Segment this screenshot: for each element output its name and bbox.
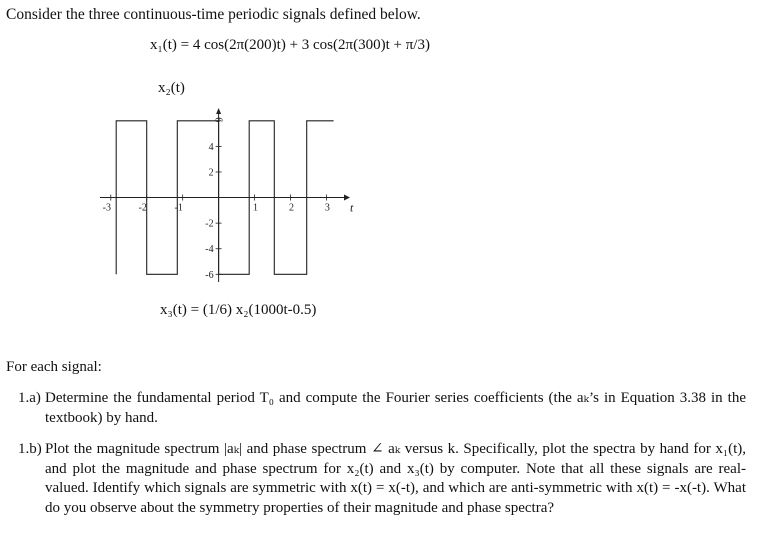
x-tick-label: 1	[253, 202, 259, 214]
plot-axes	[100, 108, 354, 282]
for-each-heading: For each signal:	[6, 359, 102, 375]
x-tick-label: -3	[102, 202, 111, 214]
question-1a	[18, 389, 746, 429]
x-tick-label: -1	[174, 202, 183, 214]
y-tick-label: 6	[212, 117, 224, 123]
y-tick-label: -4	[205, 244, 214, 256]
question-1b-label: 1.b)	[18, 441, 42, 457]
x-tick-label: 3	[324, 202, 330, 214]
intro-text: Consider the three continuous-time periodic signals defined below.	[6, 6, 421, 23]
question-1a-text: Determine the fundamental period T₀ and compute the Fourier series coefficients (the aₖ’s in Equation 3.38 in the textbook) by hand.	[45, 390, 746, 426]
plot-ticks	[103, 117, 330, 281]
question-1b-text: Plot the magnitude spectrum |aₖ| and phase spectrum ∠ aₖ versus k. Specifically, plot the spectra by hand for x₁(t), and plot the magnitude and phase spectrum for x₂(t) and x₃(t) by computer. Note that all these signals are real-valued. Identify which signals are symmetric with x(t) = x(-t), and which are anti-symmetric with x(t) = -x(-t). What do you observe about the symmetry properties of their magnitude and phase spectra?	[45, 441, 746, 516]
x2-label: x₂(t)	[158, 80, 185, 96]
y-axis-arrow	[216, 108, 221, 114]
x-axis-label: t	[350, 200, 354, 215]
y-tick-label: 4	[208, 141, 214, 153]
y-tick-label: 2	[208, 167, 214, 179]
equation-x3: x₃(t) = (1/6) x₂(1000t-0.5)	[160, 302, 317, 318]
question-1b	[18, 440, 746, 540]
x-tick-label: -2	[138, 202, 147, 214]
x-tick-label: 2	[288, 202, 294, 214]
y-tick-label: -6	[205, 269, 214, 281]
x2-plot	[90, 100, 360, 290]
equation-x1: x₁(t) = 4 cos(2π(200)t) + 3 cos(2π(300)t + π/3)	[150, 37, 430, 53]
question-1a-label: 1.a)	[18, 390, 41, 406]
y-tick-label: -2	[205, 218, 214, 230]
